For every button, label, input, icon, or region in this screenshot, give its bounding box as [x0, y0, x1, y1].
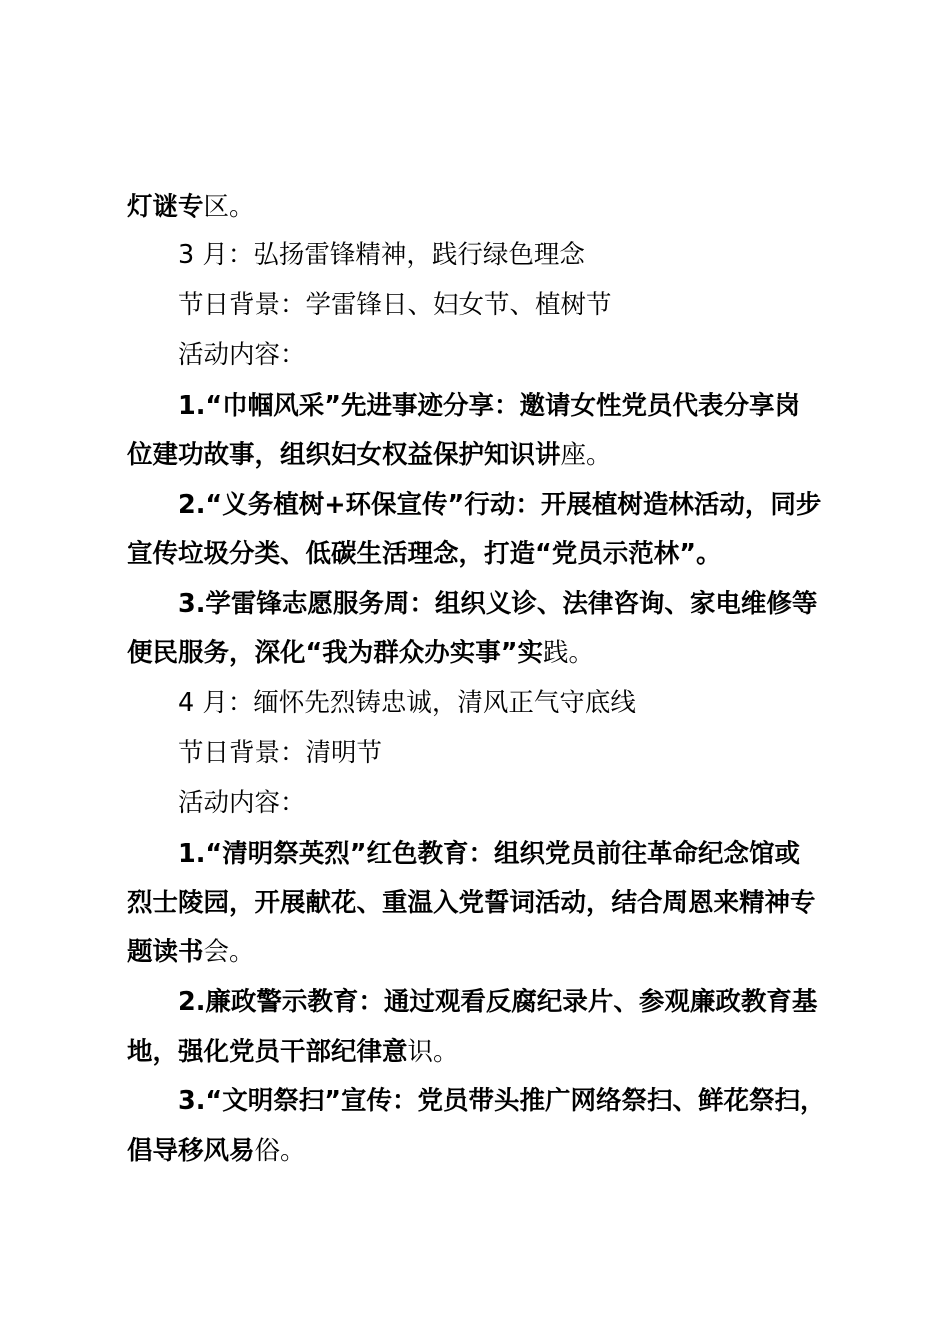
- bold-text: 3.“文明祭扫”宣传：党员带头推广网络祭扫、鲜花祭扫，: [178, 1086, 826, 1116]
- text-line: [178, 837, 800, 871]
- bold-text: 位建功故事，组织妇女权益保护知识讲: [127, 440, 561, 470]
- text-line: [127, 1035, 459, 1069]
- regular-text: 4 月：缅怀先烈铸忠诚，清风正气守底线: [178, 688, 636, 718]
- activity-content-label: [178, 786, 306, 820]
- regular-text: 活动内容：: [178, 340, 306, 370]
- text-line: [127, 190, 255, 224]
- festival-background-line: [178, 736, 382, 770]
- activity-content-label: [178, 338, 306, 372]
- bold-text: 1.“清明祭英烈”红色教育：组织党员前往革命纪念馆或: [178, 839, 800, 869]
- text-line: [178, 985, 817, 1019]
- bold-text: 灯谜专: [127, 192, 204, 222]
- regular-text: 践。: [543, 638, 595, 668]
- bold-text: 题读书: [127, 937, 204, 967]
- regular-text: 节日背景：清明节: [178, 738, 383, 768]
- festival-background-line: [178, 288, 612, 322]
- text-line: [178, 1084, 825, 1118]
- bold-text: 3.学雷锋志愿服务周：组织义诊、法律咨询、家电维修等: [178, 589, 818, 619]
- bold-text: 宣传垃圾分类、低碳生活理念，打造“党员示范林”。: [127, 539, 722, 569]
- regular-text: 节日背景：学雷锋日、妇女节、植树节: [178, 290, 612, 320]
- text-line: [127, 537, 722, 571]
- regular-text: 俗。: [254, 1136, 306, 1166]
- bold-text: 烈士陵园，开展献花、重温入党誓词活动，结合周恩来精神专: [127, 888, 816, 918]
- regular-text: 会。: [203, 937, 255, 967]
- text-line: [127, 438, 612, 472]
- regular-text: 活动内容：: [178, 788, 306, 818]
- bold-text: 1.“巾帼风采”先进事迹分享：邀请女性党员代表分享岗: [178, 391, 800, 421]
- regular-text: 3 月：弘扬雷锋精神，践行绿色理念: [178, 240, 585, 270]
- bold-text: 便民服务，深化“我为群众办实事”实: [127, 638, 544, 668]
- bold-text: 倡导移风易: [127, 1136, 255, 1166]
- section-heading-march: [178, 238, 585, 272]
- text-line: [127, 935, 255, 969]
- text-line: [178, 587, 817, 621]
- text-line: [127, 886, 816, 920]
- text-line: [127, 636, 594, 670]
- text-line: [178, 488, 821, 522]
- regular-text: 座。: [560, 440, 612, 470]
- bold-text: 2.廉政警示教育：通过观看反腐纪录片、参观廉政教育基: [178, 987, 818, 1017]
- section-heading-april: [178, 686, 636, 720]
- bold-text: 地，强化党员干部纪律意: [127, 1037, 408, 1067]
- bold-text: 2.“义务植树+环保宣传”行动：开展植树造林活动，同步: [178, 490, 822, 520]
- regular-text: 区。: [203, 192, 255, 222]
- regular-text: 识。: [407, 1037, 459, 1067]
- text-line: [127, 1134, 306, 1168]
- text-line: [178, 389, 800, 423]
